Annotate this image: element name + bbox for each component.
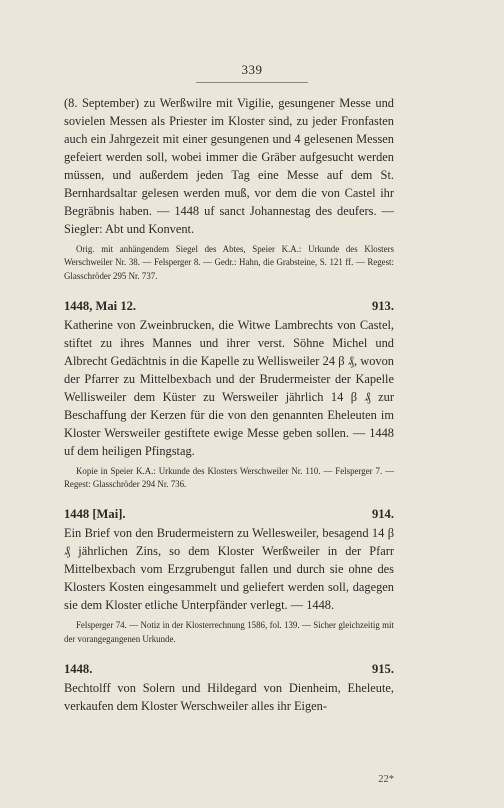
entry-number: 914.	[371, 507, 394, 522]
entry-text: Katherine von Zweinbrucken, die Witwe Lambrechts von Castel, stiftet zu ihres Mannes und ihrer verst. Söhne Michel und Albrecht Gedächtnis in die Kapelle zu Wellisweiler 24 β ₰, wovon der Pfarrer zu Mittelbexbach und der Brudermeister der Kapelle Wellisweiler dem Küster zu Wersweiler jährlich 14 β ₰ zur Beschaffung der Kerzen für die von den genannten Eheleuten im Kloster Wersweiler gestiftete ewige Messe geben sollen. — 1448 uf dem heiligen Pfingstag.	[64, 317, 394, 458]
entry-number: 913.	[371, 298, 394, 313]
entry-header	[64, 297, 394, 315]
text-column	[64, 94, 394, 715]
entry-header	[64, 660, 394, 678]
entry-header	[64, 505, 394, 523]
printer-signature: 22*	[378, 774, 394, 785]
entry-913	[64, 297, 394, 492]
entry-date: 1448, Mai 12.	[64, 298, 137, 313]
entry-text: Ein Brief von den Brudermeistern zu Wellesweiler, besagend 14 β ₰ jährlichen Zins, so dem Kloster Werßweiler in der Pfarr Mittelbexbach vom Erzgrubengut fallen und durch sie ohne des Klosters Kosten eingesammelt und geliefert werden soll, dagegen sie dem Kloster etliche Unterpfänder verlegt. — 1448.	[64, 526, 394, 613]
page-number-rule	[196, 82, 308, 83]
entry-note: Felsperger 74. — Notiz in der Klosterrechnung 1586, fol. 139. — Sicher gleichzeitig mit der vorangegangenen Urkunde.	[64, 620, 394, 644]
entry-number: 915.	[371, 662, 394, 677]
continuation-text: (8. September) zu Werßwilre mit Vigilie, gesungener Messe und sovielen Messen als Priester im Kloster sind, zu jeder Fronfasten auch ein Jahrgezeit mit einer gesungenen und 4 gelesenen Messen gefeiert werden soll, wobei immer die Gräber aufgesucht werden müssen, und außerdem jeden Tag eine Messe auf dem St. Bernhardsaltar gelesen werden muß, vor dem die von Castel ihr Begräbnis haben. — 1448 uf sanct Johannestag des deufers. — Siegler: Abt und Konvent.	[64, 96, 394, 236]
continuation-note: Orig. mit anhängendem Siegel des Abtes, Speier K.A.: Urkunde des Klosters Werschweiler Nr. 38. — Felsperger 8. — Gedr.: Hahn, die Grabsteine, S. 121 ff. — Regest: Glasschröder 295 Nr. 737.	[64, 244, 394, 281]
entry-date: 1448.	[64, 662, 93, 677]
entry-date: 1448 [Mai].	[64, 507, 126, 522]
entry-note: Kopie in Speier K.A.: Urkunde des Klosters Werschweiler Nr. 110. — Felsperger 7. — Regest: Glasschröder 294 Nr. 736.	[64, 465, 394, 490]
page-number: 339	[241, 62, 263, 77]
entry-915	[64, 660, 394, 715]
entry-text: Bechtolff von Solern und Hildegard von Dienheim, Eheleute, verkaufen dem Kloster Werschweiler alles ihr Eigen-	[64, 681, 394, 714]
entry-914	[64, 505, 394, 646]
